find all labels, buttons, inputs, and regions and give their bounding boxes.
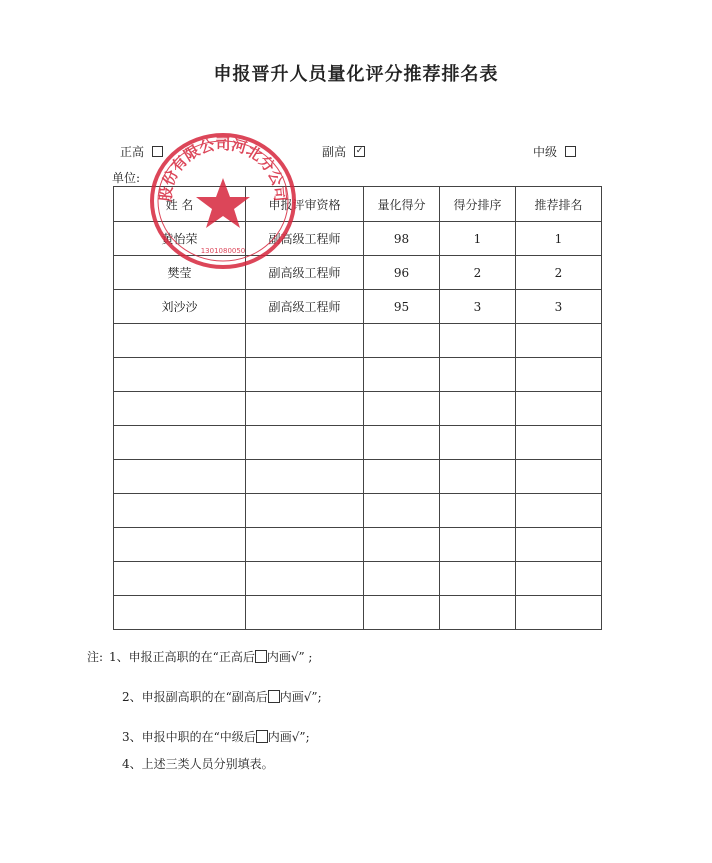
cell-qualification: 副高级工程师 xyxy=(246,222,364,256)
cell-recommend-rank: 1 xyxy=(516,222,602,256)
cell-qualification xyxy=(246,596,364,630)
cell-score xyxy=(364,596,440,630)
cell-score-rank: 3 xyxy=(440,290,516,324)
cell-recommend-rank xyxy=(516,426,602,460)
category-fugao-label: 副高 xyxy=(322,145,347,159)
category-zhongji-label: 中级 xyxy=(533,145,558,159)
note-1-box-icon xyxy=(255,650,267,663)
cell-score xyxy=(364,426,440,460)
cell-qualification xyxy=(246,392,364,426)
unit-label: 单位: xyxy=(112,171,141,185)
cell-score xyxy=(364,392,440,426)
note-3-pre: 3、申报中职的在“中级后 xyxy=(122,730,256,744)
seal-number: 1301080050 xyxy=(200,247,246,255)
cell-score xyxy=(364,324,440,358)
cell-name xyxy=(114,596,246,630)
cell-score xyxy=(364,562,440,596)
checkbox-zhongji[interactable] xyxy=(565,146,576,157)
note-1-pre: 1、申报正高职的在“正高后 xyxy=(109,650,255,664)
notes-prefix: 注: xyxy=(87,650,104,664)
table-row xyxy=(114,392,602,426)
cell-name: 刘沙沙 xyxy=(114,290,246,324)
note-2-box-icon xyxy=(268,690,280,703)
cell-score-rank xyxy=(440,562,516,596)
table-row xyxy=(114,596,602,630)
cell-score xyxy=(364,528,440,562)
cell-recommend-rank xyxy=(516,528,602,562)
header-qualification: 申报评审资格 xyxy=(246,187,364,222)
cell-recommend-rank xyxy=(516,392,602,426)
table-row xyxy=(114,426,602,460)
company-seal xyxy=(148,131,298,271)
cell-qualification xyxy=(246,494,364,528)
cell-score-rank xyxy=(440,426,516,460)
note-item-1 xyxy=(87,650,312,663)
cell-qualification xyxy=(246,562,364,596)
cell-name xyxy=(114,528,246,562)
seal-star-icon xyxy=(196,178,250,228)
header-score-rank: 得分排序 xyxy=(440,187,516,222)
table-row xyxy=(114,460,602,494)
note-3-post: 内画√”; xyxy=(267,730,310,744)
note-3-box-icon xyxy=(256,730,268,743)
cell-qualification xyxy=(246,528,364,562)
cell-name xyxy=(114,460,246,494)
cell-score xyxy=(364,494,440,528)
cell-score-rank xyxy=(440,460,516,494)
category-fugao xyxy=(322,143,365,160)
cell-qualification xyxy=(246,358,364,392)
cell-score-rank: 1 xyxy=(440,222,516,256)
cell-name xyxy=(114,392,246,426)
category-zhongji xyxy=(533,143,576,160)
table-row xyxy=(114,528,602,562)
cell-qualification xyxy=(246,324,364,358)
header-name: 姓 名 xyxy=(114,187,246,222)
cell-score: 96 xyxy=(364,256,440,290)
page-title: 申报晋升人员量化评分推荐排名表 xyxy=(213,64,499,85)
note-2-pre: 2、申报副高职的在“副高后 xyxy=(122,690,268,704)
seal-text: 股份有限公司河北分公司 xyxy=(156,135,290,203)
checkbox-fugao[interactable]: ✓ xyxy=(355,146,364,156)
table-row xyxy=(114,290,602,324)
cell-score xyxy=(364,460,440,494)
cell-score-rank: 2 xyxy=(440,256,516,290)
cell-recommend-rank xyxy=(516,324,602,358)
note-item-3 xyxy=(122,730,310,743)
cell-recommend-rank xyxy=(516,596,602,630)
note-4-pre: 4、上述三类人员分别填表。 xyxy=(122,757,274,771)
cell-score-rank xyxy=(440,528,516,562)
cell-recommend-rank xyxy=(516,562,602,596)
table-row xyxy=(114,494,602,528)
cell-recommend-rank xyxy=(516,358,602,392)
cell-score-rank xyxy=(440,392,516,426)
cell-name: 樊莹 xyxy=(114,256,246,290)
table-row xyxy=(114,562,602,596)
note-1-post: 内画√” ; xyxy=(266,650,313,664)
cell-recommend-rank: 2 xyxy=(516,256,602,290)
table-row xyxy=(114,358,602,392)
cell-qualification: 副高级工程师 xyxy=(246,256,364,290)
header-recommend-rank: 推荐排名 xyxy=(516,187,602,222)
category-zhenggao-label: 正高 xyxy=(120,145,145,159)
cell-name xyxy=(114,324,246,358)
cell-qualification: 副高级工程师 xyxy=(246,290,364,324)
cell-recommend-rank: 3 xyxy=(516,290,602,324)
cell-name xyxy=(114,426,246,460)
cell-qualification xyxy=(246,460,364,494)
cell-recommend-rank xyxy=(516,460,602,494)
cell-name xyxy=(114,494,246,528)
cell-qualification xyxy=(246,426,364,460)
cell-score-rank xyxy=(440,324,516,358)
cell-score-rank xyxy=(440,494,516,528)
cell-name xyxy=(114,562,246,596)
cell-score-rank xyxy=(440,358,516,392)
cell-name xyxy=(114,358,246,392)
cell-score: 98 xyxy=(364,222,440,256)
header-score: 量化得分 xyxy=(364,187,440,222)
note-2-post: 内画√”; xyxy=(279,690,322,704)
note-item-2 xyxy=(122,690,322,703)
cell-score xyxy=(364,358,440,392)
cell-name: 黄怡荣 xyxy=(114,222,246,256)
table-row xyxy=(114,324,602,358)
cell-recommend-rank xyxy=(516,494,602,528)
note-item-4 xyxy=(122,758,274,770)
cell-score: 95 xyxy=(364,290,440,324)
cell-score-rank xyxy=(440,596,516,630)
